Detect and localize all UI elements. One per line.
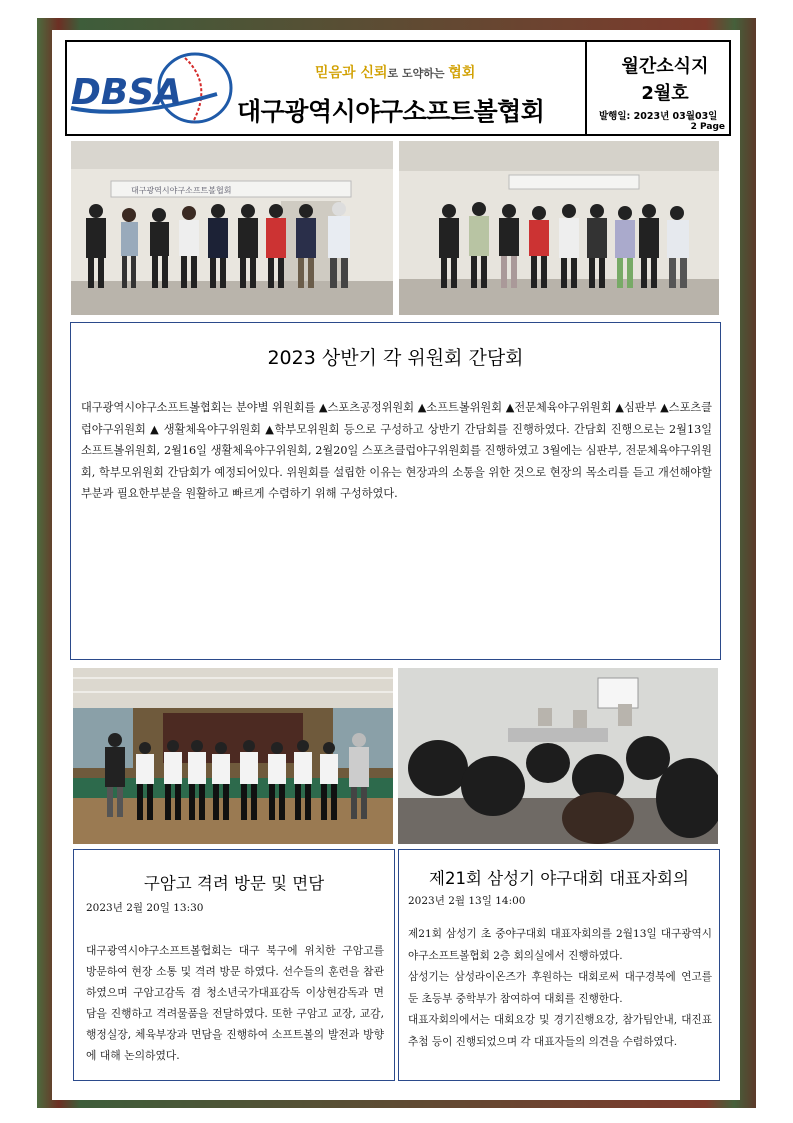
article-title: 구암고 격려 방문 및 면담 [143, 874, 325, 893]
meeting-room-photo [398, 668, 718, 844]
slogan-highlight: 믿음과 신뢰 [315, 65, 388, 81]
gym-team-photo [73, 668, 393, 844]
newsletter-label: 월간소식지 [621, 56, 709, 77]
newsletter-header [65, 40, 731, 136]
article-samsung-cup-meeting [398, 849, 720, 1081]
group-photo-right [399, 141, 719, 315]
slogan-middle: 로 도약하는 [387, 67, 449, 80]
article-body: 제21회 삼성기 초 중야구대회 대표자회의를 2월13일 대구광역시야구소프트볼협회 2층 회의실에서 진행하였다. 삼성기는 삼성라이온즈가 후원하는 대회로써 대구경북에 연고를 둔 초등부 중학부가 참여하여 대회를 진행한다. 대표자회의에서는 대회요강 및 경기진행요강, 참가팀안내, 대진표 추첨 등이 진행되었으며 각 대표자들의 의견을 수렴하였다. [408, 928, 712, 1048]
organization-name: 대구광역시야구소프트볼협회 [237, 97, 545, 126]
issue-label: 2월호 [641, 83, 689, 104]
dbsa-logo [67, 48, 242, 132]
article-title: 제21회 삼성기 야구대회 대표자회의 [429, 869, 689, 888]
photo-sign-text: 대구광역시야구소프트볼협회 [131, 186, 232, 195]
article-body: 대구광역시야구소프트볼협회는 분야별 위원회를 ▲스포츠공정위원회 ▲소프트볼위원회 ▲전문체육야구위원회 ▲심판부 ▲스포츠클럽야구위원회 ▲ 생활체육야구위원회 ▲학부모위원회 등으로 구성하고 상반기 간담회를 진행하였다. 간담회 진행으로는 2월13일 소프트볼위원회, 2월16일 생활체육야구위원회, 2월20일 스포츠클럽야구위원회를 진행하였고 3월에는 심판부, 전문체육야구위원회, 학부모위원회 간담회가 예정되어있다. 위원회를 설립한 이유는 현장과의 소통을 위한 것으로 현장의 목소리를 듣고 개선해야할 부분과 필요한부분을 원활하고 빠르게 수렴하기 위해 구성하였다. [81, 401, 712, 501]
group-photo-left [71, 141, 393, 315]
article-committee-meetings [70, 322, 721, 660]
article-date: 2023년 2월 13일 14:00 [408, 895, 526, 907]
header-divider [585, 42, 587, 134]
article-title: 2023 상반기 각 위원회 간담회 [267, 347, 524, 369]
article-date: 2023년 2월 20일 13:30 [86, 902, 204, 914]
article-body: 대구광역시야구소프트볼협회는 대구 북구에 위치한 구암고를 방문하여 현장 소통 및 격려 방문 하였다. 선수들의 훈련을 참관하였으며 구암고감독 겸 청소년국가대표감독 이상현감독과 면담을 진행하고 격려물품을 전달하였다. 또한 구암고 교장, 교감, 행정실장, 체육부장과 면담을 진행하여 소프트볼의 발전과 방향에 대해 논의하였다. [86, 944, 384, 1062]
publish-date: 발행일: 2023년 03월03일 [599, 111, 718, 122]
logo-text: DBSA [71, 72, 183, 113]
article-guam-school-visit [73, 849, 395, 1081]
page-number: 2 Page [690, 122, 725, 132]
slogan [315, 62, 475, 82]
slogan-end: 협회 [448, 65, 476, 81]
